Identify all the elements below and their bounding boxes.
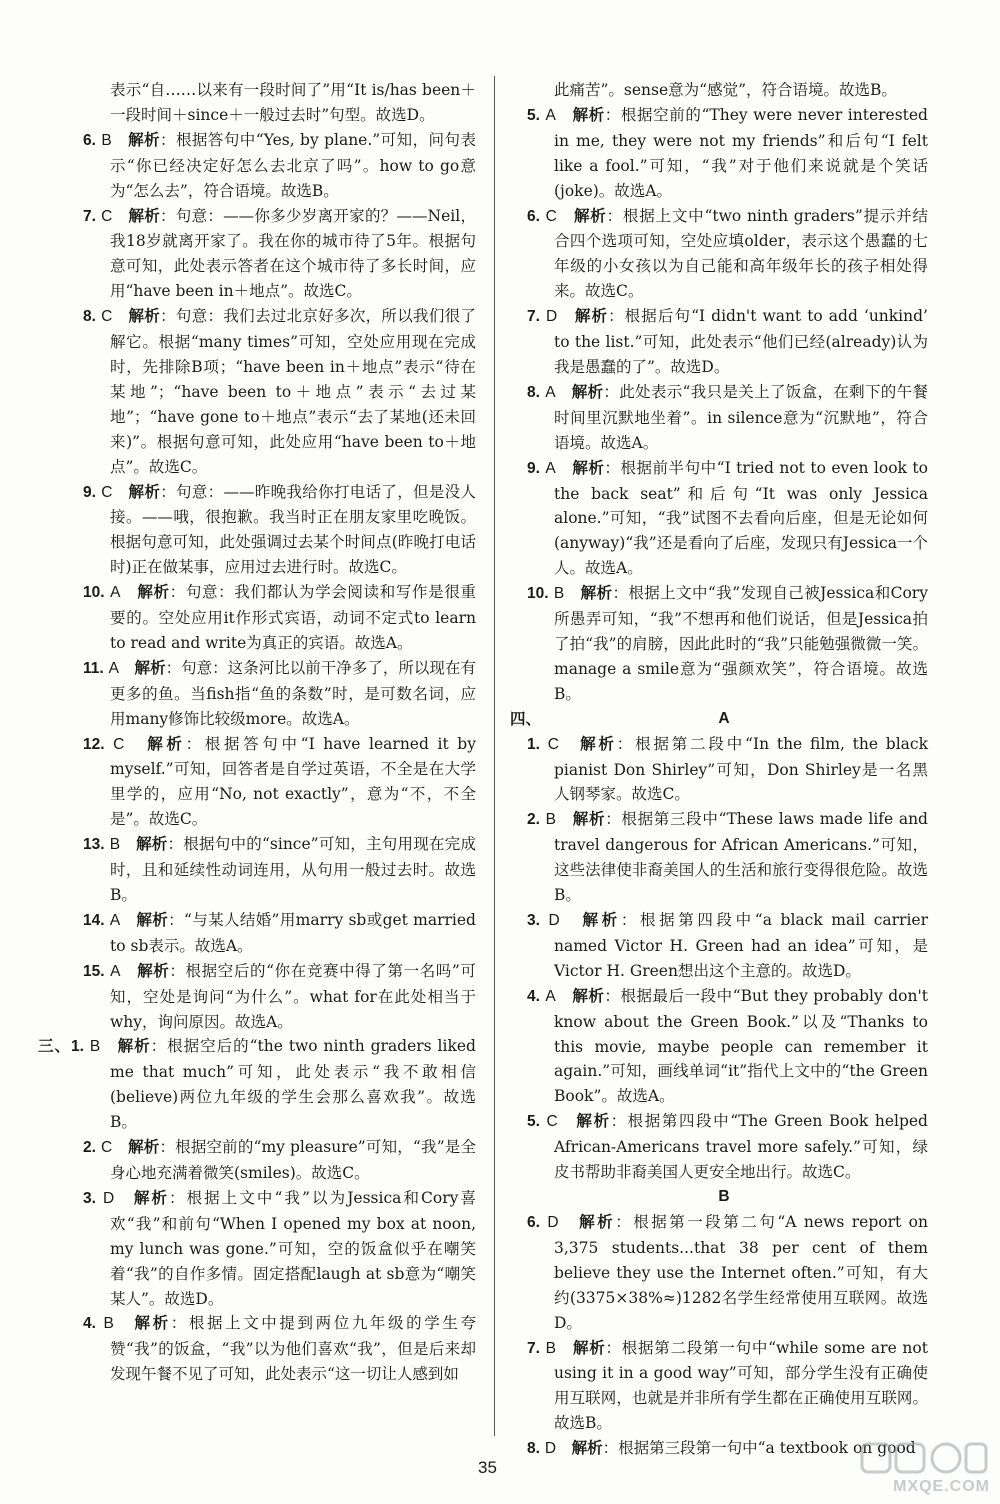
section-3-item-9: 9. A 解析：根据前半句中“I tried not to even look to the back seat”和后句“It was only Jessica alone.”可知，“我”试图不去看向后座，但是无论如何(anyway)“我”还是看向了后座，发现只有Jessica一个人。故选A。 bbox=[527, 457, 928, 578]
section-4-item-3: 3. D 解析：根据第四段中“a black mail carrier named Victor H. Green had an idea”可知，是Victor H. Green想出这个主意的。故选D。 bbox=[527, 910, 928, 980]
section-3-item-2: 2. C 解析：根据空前的“my pleasure”可知，“我”是全身心地充满着微笑(smiles)。故选C。 bbox=[83, 1137, 476, 1182]
section-4-heading bbox=[510, 707, 928, 732]
left-column bbox=[38, 78, 476, 1387]
watermark-logo bbox=[860, 1440, 990, 1496]
section-3-item-10: 10. B 解析：根据上文中“我”发现自己被Jessica和Cory所愚弄可知，“我”不想再和他们说话，但是Jessica拍了拍“我”的肩膀，因此此时的“我”只能勉强微微一笑。manage a smile意为“强颜欢笑”，符合语境。故选B。 bbox=[527, 583, 928, 703]
column-divider bbox=[494, 76, 495, 1436]
watermark-text: MXQE.COM bbox=[893, 1478, 990, 1495]
answer-item-8: 8. C 解析：句意：我们去过北京好多次，所以我们很了解它。根据“many times”可知，空处应用现在完成时，先排除B项；“have been in＋地点”表示“待在某地”；“have been to＋地点”表示“去过某地”；“have gone to＋地点”表示“去了某地(还未回来)”。根据句意可知，此处应用“have been to＋地点”。故选C。 bbox=[83, 306, 476, 476]
section-3-item-5: 5. A 解析：根据空前的“They were never interested in me, they were not my friends”和后句“I felt like a fool.”可知，“我”对于他们来说就是个笑话(joke)。故选A。 bbox=[527, 104, 928, 200]
passage-label-b: B bbox=[718, 1187, 730, 1205]
section-3-item-3: 3. D 解析：根据上文中“我”以为Jessica和Cory喜欢“我”和前句“When I opened my box at noon, my lunch was gone.”可知，空的饭盒似乎在嘲笑着“我”的自作多情。固定搭配laugh at sb意为“嘲笑某人”。故选D。 bbox=[83, 1187, 476, 1308]
section-4-item-7: 7. B 解析：根据第二段第一句中“while some are not using it in a good way”可知，部分学生没有正确使用互联网，也就是并非所有学生都在正确使用互联网。故选B。 bbox=[527, 1337, 928, 1433]
answer-item-10: 10. A 解析：句意：我们都认为学会阅读和写作是很重要的。空处应用it作形式宾语，动词不定式to learn to read and write为真正的宾语。故选A。 bbox=[83, 582, 476, 652]
answer-item-12: 12. C 解析：根据答句中“I have learned it by myself.”可知，回答者是自学过英语，不全是在大学里学的，应用“No, not exactly”，意为“不，不全是”。故选C。 bbox=[83, 733, 476, 829]
section-4-item-2: 2. B 解析：根据第三段中“These laws made life and travel dangerous for African Americans.”可知，这些法律使非裔美国人的生活和旅行变得很危险。故选B。 bbox=[527, 809, 928, 905]
right-column bbox=[510, 78, 928, 1462]
answer-item-11: 11. A 解析：句意：这条河比以前干净多了，所以现在有更多的鱼。当fish指“鱼的条数”时，是可数名词，应用many修饰比较级more。故选A。 bbox=[83, 657, 476, 728]
section-3-item-8: 8. A 解析：此处表示“我只是关上了饭盒，在剩下的午餐时间里沉默地坐着”。in silence意为“沉默地”，符合语境。故选A。 bbox=[527, 381, 928, 452]
watermark-icon bbox=[860, 1440, 990, 1480]
section-3-item-7: 7. D 解析：根据后句“I didn't want to add ‘unkind’ to the list.”可知，此处表示“他们已经(already)认为我是愚蠢的了”。故选D。 bbox=[527, 306, 928, 376]
section-number: 三、 bbox=[38, 1036, 71, 1056]
answer-item-13: 13. B 解析：根据句中的“since”可知，主句用现在完成时，且和延续性动词连用，从句用一般过去时。故选B。 bbox=[83, 834, 476, 904]
answer-item-14: 14. A 解析：“与某人结婚”用marry sb或get married to sb表示。故选A。 bbox=[83, 909, 476, 955]
section-4-item-5: 5. C 解析：根据第四段中“The Green Book helped African-Americans travel more safely.”可知，绿皮书帮助非裔美国人更安全地出行。故选C。 bbox=[527, 1111, 928, 1182]
paragraph-continued: 此痛苦”。sense意为“感觉”，符合语境。故选B。 bbox=[554, 81, 897, 99]
page-number: 35 bbox=[478, 1458, 497, 1477]
section-3-item-1: 三、1. B 解析：根据空后的“the two ninth graders liked me that much”可知，此处表示“我不敢相信(believe)两位九年级的学生会那么喜欢我”。故选B。 bbox=[38, 1036, 476, 1132]
answer-item-9: 9. C 解析：句意：——昨晚我给你打电话了，但是没人接。——哦，很抱歉。我当时正在朋友家里吃晚饭。根据句意可知，此处强调过去某个时间点(昨晚打电话时)正在做某事，应用过去进行时。故选C。 bbox=[83, 481, 476, 577]
section-4-item-6: 6. D 解析：根据第一段第二句“A news report on 3,375 students...that 38 per cent of them believe they use the Internet often.”可知，有大约(3375×38%≈)1282名学生经常使用互联网。故选D。 bbox=[527, 1211, 928, 1332]
answer-item-15: 15. A 解析：根据空后的“你在竞赛中得了第一名吗”可知，空处是询问“为什么”。what for在此处相当于why，询问原因。故选A。 bbox=[83, 960, 476, 1031]
paragraph-intro: 表示“自……以来有一段时间了”用“It is/has been＋一段时间＋since＋一般过去时”句型。故选D。 bbox=[110, 81, 476, 124]
section-number: 四、 bbox=[510, 708, 542, 728]
section-4-item-1: 1. C 解析：根据第二段中“In the film, the black pianist Don Shirley”可知，Don Shirley是一名黑人钢琴家。故选C。 bbox=[527, 733, 928, 804]
section-3-item-4: 4. B 解析：根据上文中提到两位九年级的学生夸赞“我”的饭盒，“我”以为他们喜欢“我”，但是后来却发现午餐不见了可知，此处表示“这一切让人感到如 bbox=[83, 1313, 476, 1384]
passage-label-a: A bbox=[718, 709, 730, 727]
section-3-item-6: 6. C 解析：根据上文中“two ninth graders”提示并结合四个选项可知，空处应填older，表示这个愚蠢的七年级的小女孩以为自己能和高年级年长的孩子相处得来。故选C。 bbox=[527, 205, 928, 301]
answer-item-7: 7. C 解析：句意：——你多少岁离开家的？——Neil，我18岁就离开家了。我在你的城市待了5年。根据句意可知，此处表示答者在这个城市待了多长时间，应用“have been in＋地点”。故选C。 bbox=[83, 205, 476, 301]
section-4-item-8: 8. D 解析：根据第三段第一句中“a textbook on good bbox=[527, 1438, 916, 1458]
section-4-item-4: 4. A 解析：根据最后一段中“But they probably don't know about the Green Book.”以及“Thanks to this movie, maybe people can remember it again.”可知，画线单词“it”指代上文中的“the Green Book”。故选A。 bbox=[527, 985, 928, 1106]
answer-item-6: 6. B 解析：根据答句中“Yes, by plane.”可知，问句表示“你已经决定好怎么去北京了吗”。how to go意为“怎么去”，符合语境。故选B。 bbox=[83, 129, 476, 200]
